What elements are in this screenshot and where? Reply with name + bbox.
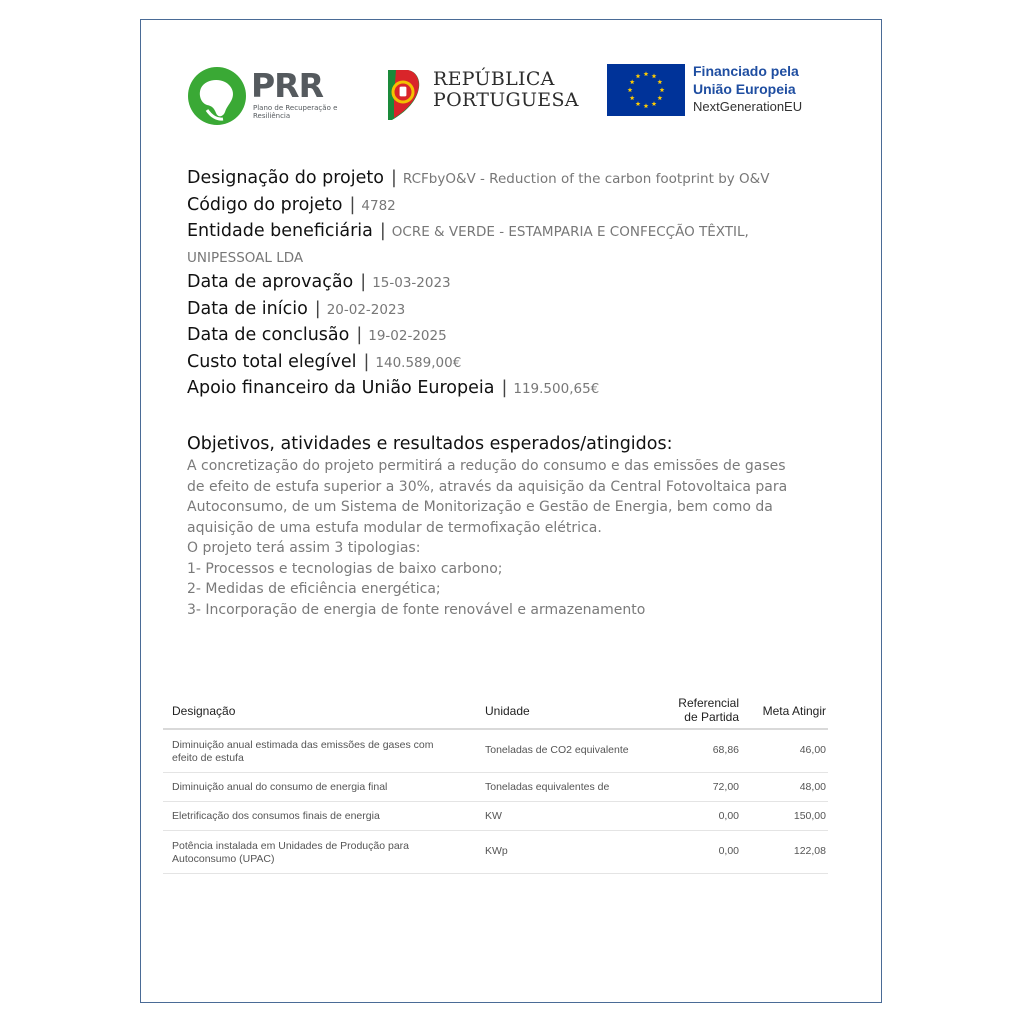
field-separator: | [314, 298, 321, 319]
header-referencial [678, 696, 739, 724]
cell-designacao: Diminuição anual do consumo de energia final [172, 781, 388, 793]
objectives-line: 3- Incorporação de energia de fonte renovável e armazenamento [187, 601, 646, 618]
cell-unidade: KW [485, 810, 502, 822]
field-label: Apoio financeiro da União Europeia [187, 378, 495, 398]
republica-text [433, 69, 579, 111]
cell-designacao-line1: Diminuição anual estimada das emissões de gases com [172, 739, 434, 751]
cell-designacao: Eletrificação dos consumos finais de energia [172, 810, 380, 822]
field-label: Data de início [187, 298, 308, 319]
field-separator: | [356, 325, 363, 345]
field-separator: | [360, 272, 367, 292]
field-label: Designação do projeto [187, 168, 384, 188]
field-value: 140.589,00€ [375, 354, 462, 371]
objectives-line: 2- Medidas de eficiência energética; [187, 581, 441, 597]
cell-designacao [172, 739, 462, 765]
header-designacao: Designação [172, 704, 236, 718]
objectives-line: aquisição de uma estufa modular de termofixação elétrica. [187, 519, 602, 536]
cell-referencial: 0,00 [718, 810, 739, 822]
cell-referencial: 68,86 [712, 744, 739, 756]
field-data-inicio [187, 297, 827, 324]
field-label: Data de conclusão [187, 325, 350, 345]
cell-designacao-line2: efeito de estufa [172, 752, 244, 764]
header-referencial-line1: Referencial [678, 696, 739, 710]
field-separator: | [349, 194, 356, 215]
cell-designacao [172, 840, 462, 866]
field-value: RCFbyO&V - Reduction of the carbon footprint by O&V [402, 171, 770, 187]
field-separator: | [390, 168, 397, 188]
cell-meta: 150,00 [793, 810, 826, 822]
indicators-table [163, 690, 828, 874]
republica-portuguesa-logo [382, 66, 582, 124]
cell-unidade: Toneladas de CO2 equivalente [485, 744, 629, 756]
cell-referencial: 72,00 [712, 781, 739, 793]
eu-funding-logo [607, 62, 827, 118]
field-label: Código do projeto [187, 194, 343, 215]
objectives-line: Autoconsumo, de um Sistema de Monitorização e Gestão de Energia, bem como da [187, 499, 773, 515]
field-separator: | [379, 221, 386, 241]
eu-flag-icon [607, 64, 685, 116]
field-custo-total [187, 350, 827, 377]
eu-line1: Financiado pela [693, 63, 799, 79]
field-data-aprovacao [187, 270, 827, 297]
prr-emblem-icon [187, 66, 247, 126]
field-label: Data de aprovação [187, 272, 354, 292]
republica-line1: REPÚBLICA [433, 68, 555, 90]
portugal-emblem-icon [382, 66, 424, 122]
objectives-line: A concretização do projeto permitirá a redução do consumo e das emissões de gases [187, 458, 786, 474]
field-value: 15-03-2023 [372, 275, 451, 291]
field-separator: | [363, 351, 370, 372]
field-value-line1: OCRE & VERDE - ESTAMPARIA E CONFECÇÃO TÊXTIL, [391, 224, 749, 240]
field-designacao [187, 166, 827, 193]
table-row [163, 773, 828, 802]
cell-unidade: KWp [485, 845, 508, 857]
field-label: Custo total elegível [187, 351, 357, 372]
field-data-conclusao [187, 323, 827, 350]
eu-line3: NextGenerationEU [693, 99, 803, 114]
table-row [163, 730, 828, 773]
table-header [163, 690, 828, 730]
eu-text [693, 62, 802, 116]
field-value: 20-02-2023 [326, 301, 406, 318]
field-codigo [187, 193, 827, 220]
field-value: 4782 [361, 197, 396, 214]
prr-subtitle: Plano de Recuperação e Resiliência [253, 104, 338, 120]
field-separator: | [501, 378, 508, 398]
cell-unidade: Toneladas equivalentes de [485, 781, 610, 793]
field-apoio-ue [187, 376, 827, 403]
cell-meta: 46,00 [799, 744, 826, 756]
prr-logo [187, 66, 367, 128]
field-value: 19-02-2025 [368, 328, 447, 344]
objectives-line: O projeto terá assim 3 tipologias: [187, 540, 421, 556]
objectives-title: Objetivos, atividades e resultados esperados/atingidos: [187, 434, 673, 454]
cell-meta: 48,00 [799, 781, 826, 793]
republica-line2: PORTUGUESA [433, 89, 579, 111]
cell-designacao-line2: Autoconsumo (UPAC) [172, 853, 275, 865]
prr-wordmark: PRR [251, 66, 324, 105]
cell-meta: 122,08 [793, 845, 826, 857]
header-unidade: Unidade [485, 704, 530, 718]
project-info [187, 166, 827, 403]
eu-line2: União Europeia [693, 81, 796, 97]
objectives-line: de efeito de estufa superior a 30%, através da aquisição da Central Fotovoltaica para [187, 478, 788, 495]
table-row [163, 802, 828, 831]
header-referencial-line2: de Partida [684, 710, 739, 724]
cell-referencial: 0,00 [718, 845, 739, 857]
field-value: 119.500,65€ [513, 381, 600, 397]
objectives-line: 1- Processos e tecnologias de baixo carbono; [187, 560, 503, 577]
cell-designacao-line1: Potência instalada em Unidades de Produção para [172, 840, 409, 852]
table-row [163, 831, 828, 874]
objectives-section [187, 432, 827, 620]
field-entidade [187, 219, 827, 270]
field-value-line2: UNIPESSOAL LDA [187, 249, 304, 266]
objectives-body [187, 456, 827, 620]
header-meta: Meta Atingir [762, 704, 826, 718]
field-label: Entidade beneficiária [187, 221, 373, 241]
